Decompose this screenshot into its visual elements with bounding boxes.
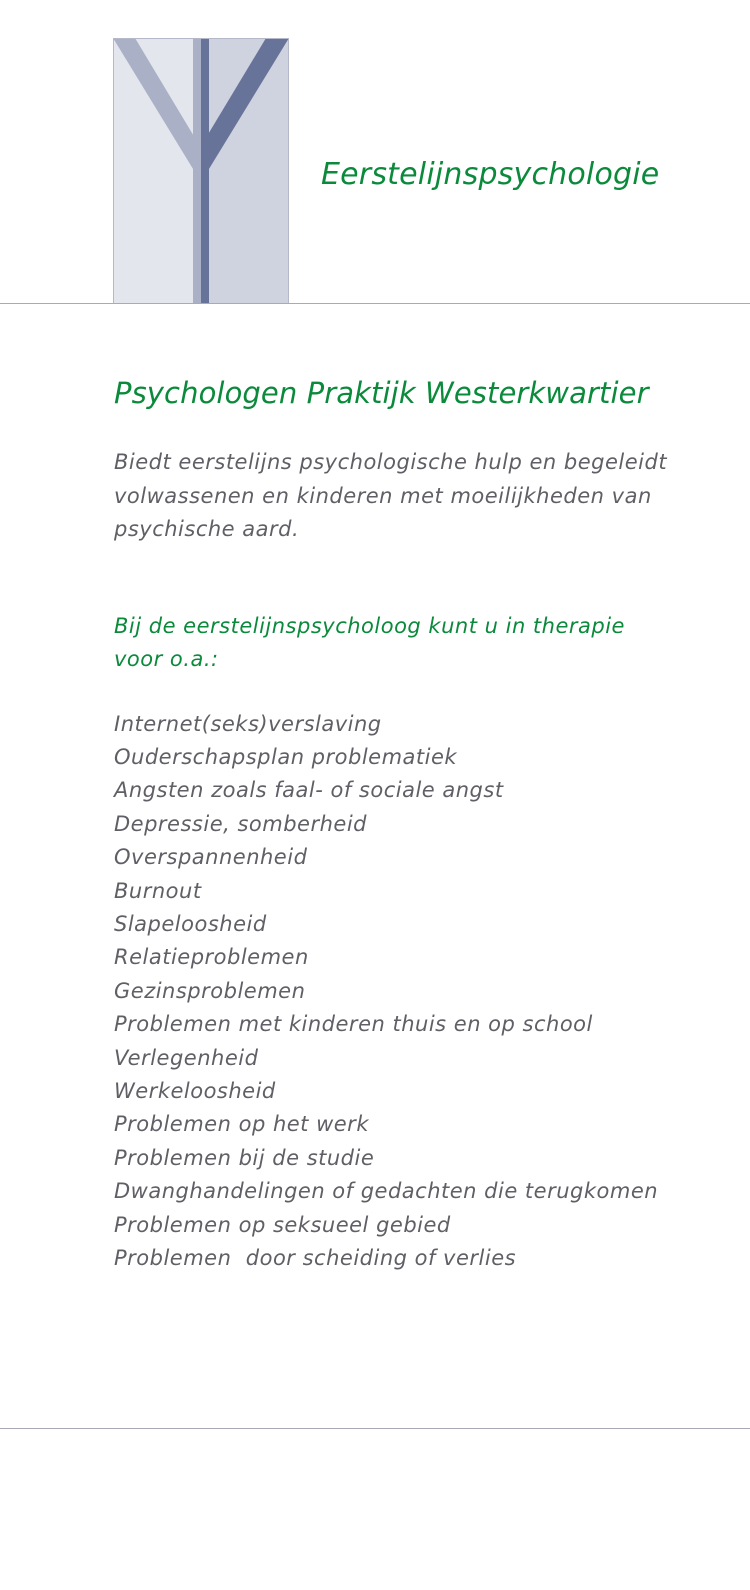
therapy-subheading: Bij de eerstelijnspsycholoog kunt u in therapie voor o.a.: [114, 613, 625, 671]
list-item: Verlegenheid [114, 1045, 259, 1070]
list-item: Internet(seks)verslaving [114, 711, 382, 736]
list-item: Depressie, somberheid [114, 811, 367, 836]
list-item: Problemen op het werk [114, 1112, 369, 1137]
list-item: Problemen met kinderen thuis en op school [114, 1012, 593, 1037]
list-item: Slapeloosheid [114, 911, 267, 936]
list-item: Ouderschapsplan problematiek [114, 744, 458, 769]
list-item: Werkeloosheid [114, 1078, 276, 1103]
y-logo-icon [113, 38, 289, 304]
therapy-topics-list [114, 708, 674, 1276]
list-item: Gezinsproblemen [114, 978, 306, 1003]
list-item: Dwanghandelingen of gedachten die terugkomen [114, 1179, 659, 1204]
list-item: Problemen bij de studie [114, 1145, 375, 1170]
intro-text: Biedt eerstelijns psychologische hulp en begeleidt volwassenen en kinderen met moeilijkheden van psychische aard. [114, 450, 668, 541]
list-item: Relatieproblemen [114, 945, 309, 970]
site-title: Eerstelijnspsychologie [321, 157, 660, 192]
page-title: Psychologen Praktijk Westerkwartier [114, 376, 649, 410]
bottom-divider [0, 1428, 750, 1429]
list-item: Overspannenheid [114, 845, 308, 870]
top-divider [0, 303, 750, 304]
main-content [114, 370, 674, 1275]
list-item: Burnout [114, 878, 202, 903]
list-item: Problemen op seksueel gebied [114, 1212, 451, 1237]
list-item: Angsten zoals faal- of sociale angst [114, 778, 504, 803]
list-item: Problemen door scheiding of verlies [114, 1246, 517, 1270]
